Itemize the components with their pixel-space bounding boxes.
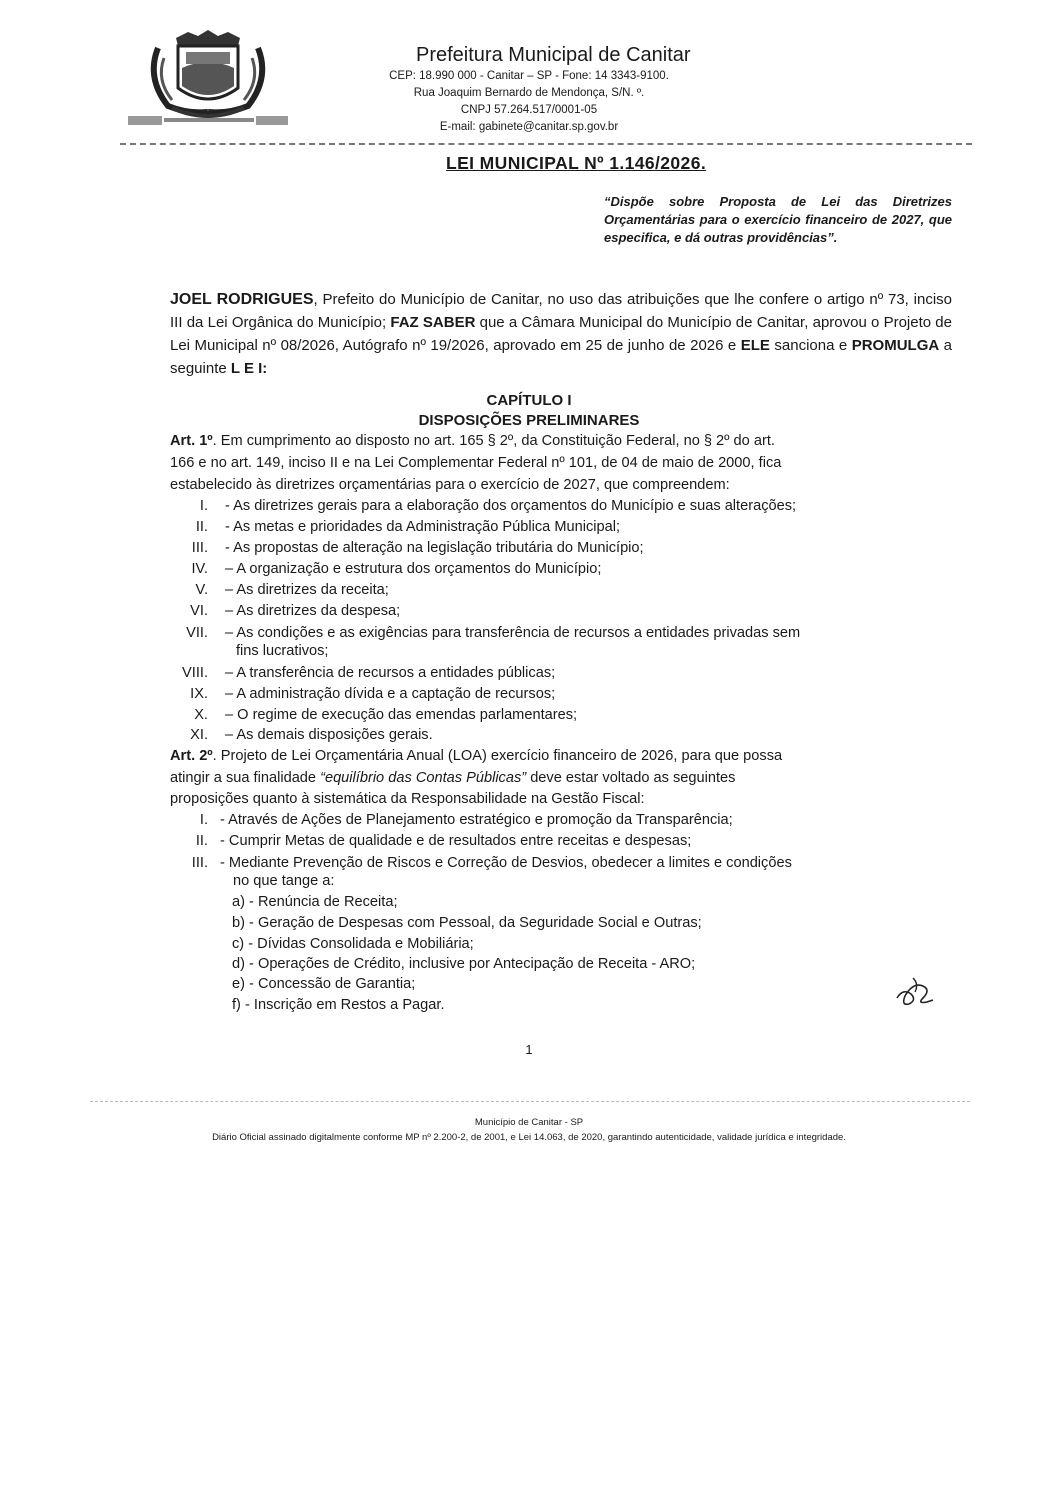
art1-label: Art. 1º: [170, 433, 213, 449]
law-title: LEI MUNICIPAL Nº 1.146/2026.: [446, 153, 707, 173]
header-divider: [120, 143, 972, 145]
ementa: [604, 193, 952, 247]
header-address: Rua Joaquim Bernardo de Mendonça, S/N. º.: [413, 87, 645, 99]
chapter-subtitle: DISPOSIÇÕES PRELIMINARES: [418, 412, 640, 429]
preamble-text: JOEL RODRIGUES, Prefeito do Município de Canitar, no uso das atribuições que lhe confere o artigo nº 73, inciso III da Lei Orgânica do Município; FAZ SABER que a Câmara Municipal do Município de Canitar, aprovou o Projeto de Lei Municipal nº 08/2026, Autógrafo nº 19/2026, aprovado em 25 de junho de 2026 e ELE sanciona e PROMULGA a seguinte L E I:: [170, 291, 953, 377]
art2-subitem: d) - Operações de Crédito, inclusive por Antecipação de Receita - ARO;: [232, 956, 696, 972]
art2-subitem: c) - Dívidas Consolidada e Mobiliária;: [232, 936, 474, 952]
ele: ELE: [740, 337, 770, 354]
art2-line3: proposições quanto à sistemática da Responsabilidade na Gestão Fiscal:: [170, 791, 645, 807]
footer-divider: [90, 1101, 970, 1102]
faz-saber: FAZ SABER: [390, 314, 476, 331]
art2-subitem: b) - Geração de Despesas com Pessoal, da Seguridade Social e Outras;: [232, 915, 702, 931]
handwritten-initials: [893, 974, 937, 1010]
art1-line2: 166 e no art. 149, inciso II e na Lei Complementar Federal nº 101, de 04 de maio de 2000, fica: [170, 455, 782, 471]
promulga: PROMULGA: [851, 337, 940, 354]
ementa-text: “Dispõe sobre Proposta de Lei das Diretrizes Orçamentárias para o exercício financeiro de 2027, que especifica, e dá outras providências”.: [604, 194, 952, 245]
footer-legal-note: Diário Oficial assinado digitalmente conforme MP nº 2.200-2, de 2001, e Lei 14.063, de 2020, garantindo autenticidade, validade jurídica e integridade.: [212, 1132, 846, 1143]
chapter-title: CAPÍTULO I: [486, 392, 572, 409]
mayor-name: JOEL RODRIGUES: [170, 291, 314, 308]
page-number: 1: [525, 1042, 533, 1057]
art2-item-continuation: no que tange a:: [233, 873, 335, 889]
lei-label: L E I:: [230, 360, 268, 377]
art2-subitem: a) - Renúncia de Receita;: [232, 894, 398, 910]
art2-label: Art. 2º: [170, 748, 213, 764]
document-page: Prefeitura Municipal de Canitar CEP: 18.990 000 - Canitar – SP - Fone: 14 3343-9100. Rua Joaquim Bernardo de Mendonça, S/N. º. CNPJ 57.264.517/0001-05 E-mail: gabinete@canitar.sp.gov.br LEI MUNICIPAL Nº 1.146/2026. “Dispõe sobre Proposta de Lei das Diretrizes Orçamentárias para o exercício financeiro de 2027, que especifica, e dá outras providências”. JOEL RODRIGUES, Prefeito do Município de Canitar, no uso das atribuições que lhe confere o artigo nº 73, inciso III da Lei Orgânica do Município; FAZ SABER que a Câmara Municipal do Município de Canitar, aprovou o Projeto de Lei Municipal nº 08/2026, Autógrafo nº 19/2026, aprovado em 25 de junho de 2026 e ELE sanciona e PROMULGA a seguinte L E I: CAPÍTULO I DISPOSIÇÕES PRELIMINARES Art. 1º. Em cumprimento ao disposto no art. 165 § 2º, da Constituição Federal, no § 2º do art. 166 e no art. 149, inciso II e na Lei Complementar Federal nº 101, de 04 de maio de 2000, fica estabelecido às diretrizes orçamentárias para o exercício de 2027, que compreendem: I. - As diretrizes gerais para a elaboração dos orçamentos do Município e suas alterações; II. - As metas e prioridades da Administração Pública Municipal; III. - As propostas de alteração na legislação tributária do Município; IV. – A organização e estrutura dos orçamentos do Município; V. – As diretrizes da receita; VI. – As diretrizes da despesa; VII. – As condições e as exigências para transferência de recursos a entidades privadas sem fins lucrativos; VIII. – A transferência de recursos a entidades públicas; IX. – A administração dívida e a captação de recursos; X. – O regime de execução das emendas parlamentares; XI. – As demais disposições gerais. Art. 2º. Projeto de Lei Orçamentária Anual (LOA) exercício financeiro de 2026, para que possa atingir a sua finalidade “equilíbrio das Contas Públicas” deve estar voltado as seguintes proposições quanto à sistemática da Responsabilidade na Gestão Fiscal: I. - Através de Ações de Planejamento estratégico e promoção da Transparência; II. - Cumprir Metas de qualidade e de resultados entre receitas e despesas; III. - Mediante Prevenção de Riscos e Correção de Desvios, obedecer a limites e condições no que tange a: a) - Renúncia de Receita; b) - Geração de Despesas com Pessoal, da Seguridade Social e Outras; c) - Dívidas Consolidada e Mobiliária; d) - Operações de Crédito, inclusive por Antecipação de Receita - ARO; e) - Concessão de Garantia; f) - Inscrição em Restos a Pagar. 1 Município de Canitar - SP Diário Oficial assinado digitalmente conforme MP nº 2.200-2, de 2001, e Lei 14.063, de 2020, garantindo autenticidade, validade jurídica e integridade.: [0, 0, 1058, 1496]
header-email: E-mail: gabinete@canitar.sp.gov.br: [439, 121, 619, 133]
art2-subitem: f) - Inscrição em Restos a Pagar.: [232, 997, 445, 1013]
art1-line1: Art. 1º. Em cumprimento ao disposto no art. 165 § 2º, da Constituição Federal, no § 2º do art.: [170, 433, 775, 449]
art2-line2: atingir a sua finalidade “equilíbrio das Contas Públicas” deve estar voltado as seguintes: [170, 770, 736, 786]
header-cnpj: CNPJ 57.264.517/0001-05: [460, 104, 598, 116]
preamble: [170, 288, 952, 380]
art2-line1: Art. 2º. Projeto de Lei Orçamentária Anual (LOA) exercício financeiro de 2026, para que possa: [170, 748, 783, 764]
header-title: Prefeitura Municipal de Canitar: [416, 44, 691, 66]
art2-subitem: e) - Concessão de Garantia;: [232, 976, 416, 992]
art2-quote: “equilíbrio das Contas Públicas”: [320, 770, 527, 786]
footer-municipality: Município de Canitar - SP: [474, 1117, 584, 1128]
art1-item-continuation: fins lucrativos;: [236, 643, 329, 659]
art1-line3: estabelecido às diretrizes orçamentárias para o exercício de 2027, que compreendem:: [170, 477, 730, 493]
header-cep-phone: CEP: 18.990 000 - Canitar – SP - Fone: 14 3343-9100.: [389, 70, 669, 82]
